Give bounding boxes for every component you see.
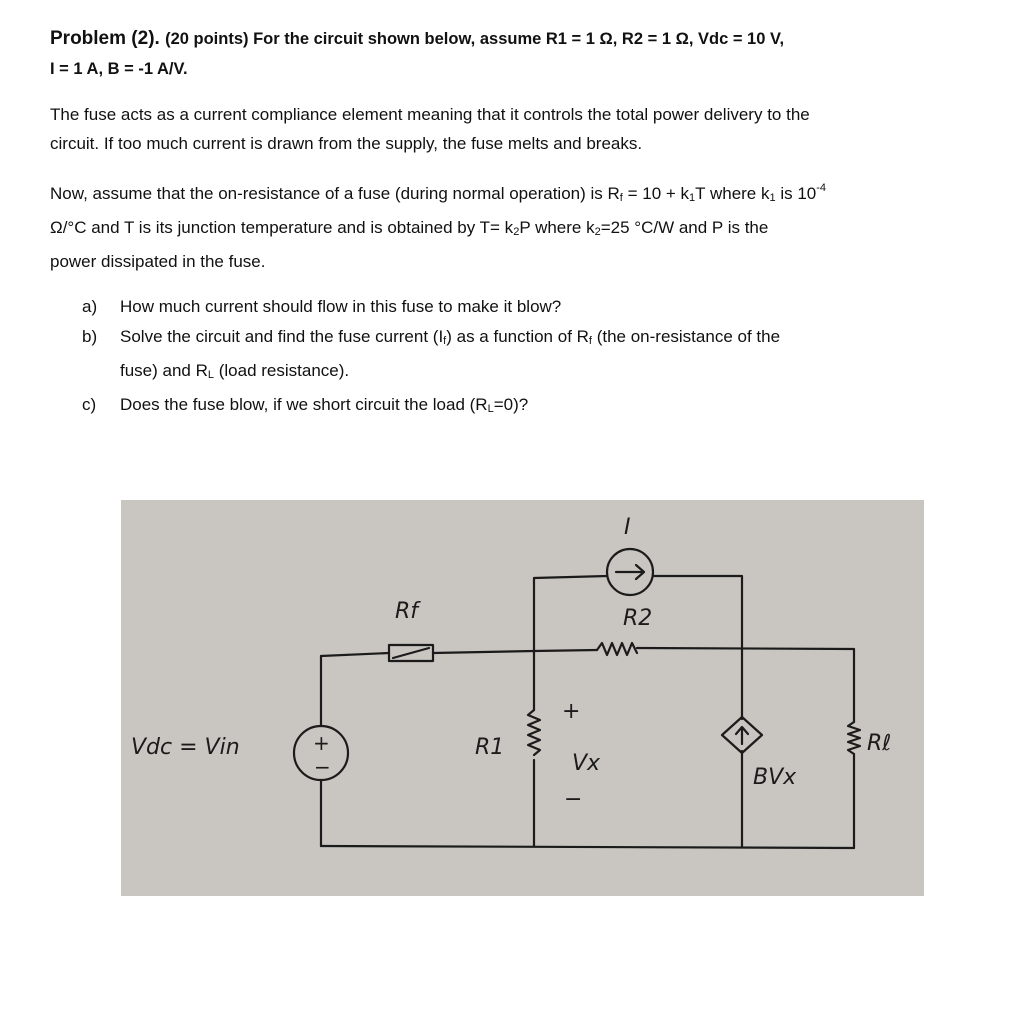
question-b xyxy=(50,322,970,390)
question-text: Does the fuse blow, if we short circuit the load (R xyxy=(120,395,488,414)
bvx-label: BVx xyxy=(753,765,797,790)
problem-heading: Problem (2). xyxy=(50,28,160,49)
fuse-symbol-inner xyxy=(393,648,429,658)
subscript: 1 xyxy=(689,192,696,204)
fuse-model-text: Now, assume that the on-resistance of a fuse (during normal operation) is R xyxy=(50,184,620,203)
top-wire-left xyxy=(321,653,389,656)
rl-label: Rℓ xyxy=(867,731,892,756)
r2-label: R2 xyxy=(623,606,653,631)
vdc-label: Vdc = Vin xyxy=(131,735,240,760)
question-text: (load resistance). xyxy=(214,361,350,380)
question-label: a) xyxy=(82,297,98,316)
subscript: 1 xyxy=(769,192,776,204)
superscript: -4 xyxy=(816,182,827,194)
bottom-wire xyxy=(321,846,854,848)
problem-title xyxy=(50,24,970,84)
top-wire-mid xyxy=(433,651,534,653)
question-text: =0)? xyxy=(493,395,529,414)
question-c xyxy=(50,390,970,424)
source-minus: − xyxy=(314,755,331,779)
fuse-model-paragraph xyxy=(50,174,970,276)
upper-loop-right xyxy=(653,576,742,649)
r1-label: R1 xyxy=(475,735,505,760)
question-text: (the on-resistance of the xyxy=(591,327,781,346)
rf-label: Rf xyxy=(395,599,419,624)
fuse-model-text: is 10 xyxy=(775,184,817,203)
problem-given-values: (20 points) For the circuit shown below, assume R1 = 1 Ω, R2 = 1 Ω, Vdc = 10 V, xyxy=(165,30,785,48)
subscript: 2 xyxy=(513,226,520,238)
fuse-model-text: power dissipated in the fuse. xyxy=(50,252,266,271)
current-source-arrow xyxy=(616,565,644,579)
question-text: ) as a function of R xyxy=(446,327,589,346)
fuse-description-line-2: circuit. If too much current is drawn from the supply, the fuse melts and breaks. xyxy=(50,134,643,153)
fuse-model-text: = 10 + k xyxy=(622,184,690,203)
r1-resistor xyxy=(528,710,540,755)
vx-minus: − xyxy=(564,787,583,812)
question-text: How much current should flow in this fuse to make it blow? xyxy=(120,297,562,316)
fuse-model-text: T where k xyxy=(695,184,770,203)
vx-label: Vx xyxy=(572,751,601,776)
question-label: b) xyxy=(82,327,98,346)
subscript: L xyxy=(207,369,215,381)
dependent-source-arrow xyxy=(736,727,748,744)
subscript: 2 xyxy=(594,226,601,238)
subscript: L xyxy=(487,403,494,415)
subscript: f xyxy=(588,335,592,347)
fuse-description-line-1: The fuse acts as a current compliance element meaning that it controls the total power delivery to the xyxy=(50,105,810,124)
top-wire-r2-left xyxy=(534,650,597,651)
source-plus: + xyxy=(313,731,330,755)
rl-resistor xyxy=(848,722,860,754)
problem-given-values-2: I = 1 A, B = -1 A/V. xyxy=(50,60,188,78)
vx-plus: + xyxy=(562,699,581,724)
i-label: I xyxy=(624,515,631,540)
question-a xyxy=(50,292,970,322)
top-wire-right xyxy=(637,648,854,649)
fuse-model-text: Ω/°C and T is its junction temperature and is obtained by T= k xyxy=(50,218,514,237)
subscript: f xyxy=(443,335,447,347)
subscript: f xyxy=(619,192,623,204)
fuse-model-text: P where k xyxy=(519,218,595,237)
question-label: c) xyxy=(82,395,97,414)
question-list xyxy=(50,292,970,424)
problem-document xyxy=(50,24,970,424)
fuse-model-text: =25 °C/W and P is the xyxy=(600,218,769,237)
fuse-description xyxy=(50,100,970,158)
r2-resistor xyxy=(597,643,637,655)
circuit-photo xyxy=(121,500,924,896)
question-text: fuse) and R xyxy=(120,361,208,380)
question-text: Solve the circuit and find the fuse current (I xyxy=(120,327,444,346)
upper-loop-left xyxy=(534,576,607,651)
circuit-diagram xyxy=(121,500,924,896)
